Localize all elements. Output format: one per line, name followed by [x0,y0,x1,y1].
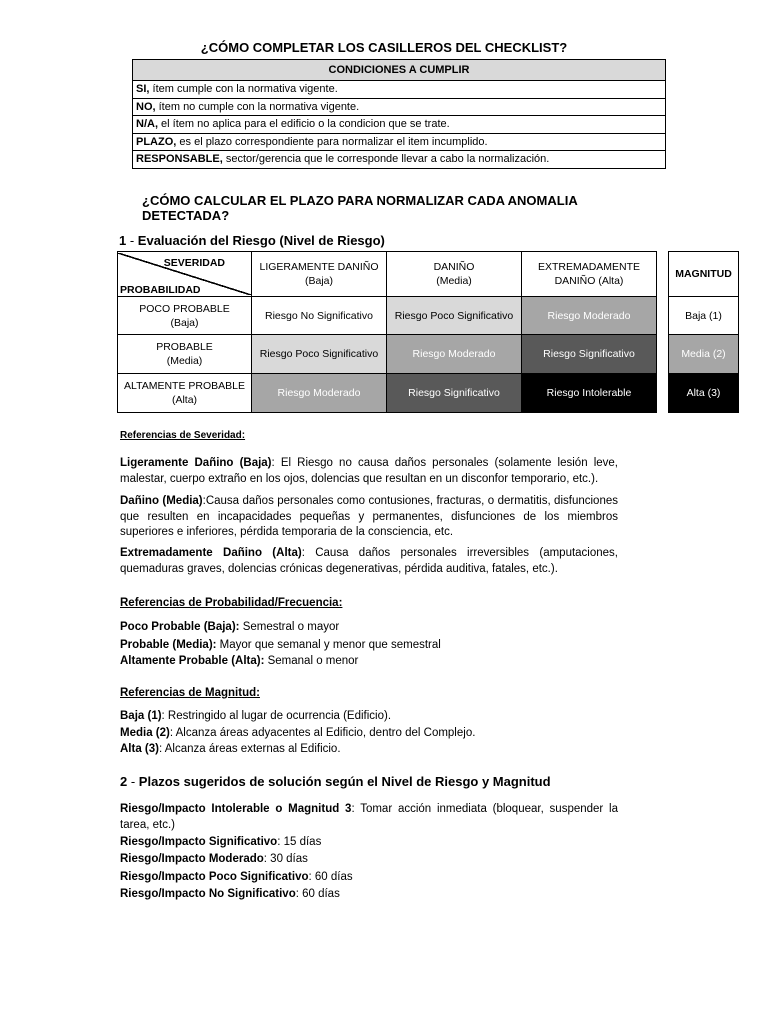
deadline-item [120,851,618,868]
deadline-item [120,869,618,886]
severity-reference [120,494,618,541]
conditions-table [132,59,666,169]
severity-header [522,252,657,297]
table-row [118,297,657,335]
conditions-header: CONDICIONES A CUMPLIR [133,60,666,81]
severity-level: (Baja) [304,275,333,287]
reference-term: Media (2) [120,727,170,739]
severity-header [252,252,387,297]
condition-text: el ítem no aplica para el edificio o la condicion que se trate. [158,118,450,131]
risk-cell: Riesgo Significativo [522,335,657,374]
risk-matrix [117,251,657,413]
reference-text: Semanal o menor [264,655,359,667]
table-row [133,151,666,169]
probability-header [118,335,252,374]
probability-reference [120,653,618,670]
section1-title: Evaluación del Riesgo (Nivel de Riesgo) [137,233,385,248]
probability-references-heading: Referencias de Probabilidad/Frecuencia: [120,597,343,609]
deadline-text: : 60 días [295,888,340,900]
severity-level: (Media) [436,275,472,287]
risk-cell: Riesgo Intolerable [522,374,657,413]
reference-text: : Alcanza áreas adyacentes al Edificio, dentro del Complejo. [169,727,476,739]
probability-label: ALTAMENTE PROBABLE [124,380,245,392]
risk-cell: Riesgo Significativo [387,374,522,413]
reference-term: Alta (3) [120,743,159,755]
section2-heading: 2 - Plazos sugeridos de solución según el Nivel de Riesgo y Magnitud [120,774,551,789]
deadline-text: : Tomar acción inmediata (bloquear, suspender la tarea, etc.) [120,803,618,831]
reference-term: Dañino (Media) [120,495,203,507]
magnitude-header: MAGNITUD [669,252,739,297]
deadline-term: Riesgo/Impacto Moderado [120,853,264,865]
plazo-title: ¿CÓMO CALCULAR EL PLAZO PARA NORMALIZAR CADA ANOMALIA DETECTADA? [142,193,578,223]
risk-cell: Riesgo Moderado [522,297,657,335]
risk-cell: Riesgo Moderado [387,335,522,374]
section2-number: 2 [120,774,128,789]
condition-term: PLAZO, [136,135,177,148]
probability-level: (Baja) [170,316,199,329]
corner-severity: SEVERIDAD [163,257,225,269]
table-row [133,133,666,151]
severity-level: DANIÑO (Alta) [554,275,624,287]
probability-reference [120,619,618,636]
section1-number: 1 [119,233,127,248]
magnitude-reference [120,708,618,725]
table-row [133,116,666,134]
probability-reference [120,637,618,654]
severity-reference [120,546,618,577]
reference-term: Ligeramente Dañino (Baja) [120,457,272,469]
probability-label: POCO PROBABLE [139,302,230,315]
magnitude-reference [120,725,618,742]
reference-term: Probable (Media): [120,639,217,651]
probability-label: PROBABLE [156,341,213,353]
reference-text: Semestral o mayor [239,621,340,633]
magnitude-reference [120,741,618,758]
corner-probability: PROBABILIDAD [120,284,201,296]
reference-text: : Causa daños personales irreversibles (amputaciones, quemaduras graves, dolencias crónicas degenerativas, pérdida auditiva, fatales, etc.). [120,547,618,575]
risk-cell: Riesgo Poco Significativo [252,335,387,374]
risk-cell: Riesgo Poco Significativo [387,297,522,335]
deadline-text: : 15 días [277,836,322,848]
severity-label: EXTREMADAMENTE [537,261,641,273]
deadline-text: : 60 días [308,871,353,883]
probability-header [118,374,252,413]
magnitude-table [668,251,739,413]
condition-text: ítem cumple con la normativa vigente. [149,83,338,96]
condition-term: N/A, [136,118,158,131]
condition-term: SI, [136,83,150,96]
deadline-text: : 30 días [263,853,308,865]
probability-level: (Alta) [171,394,198,406]
condition-text: sector/gerencia que le corresponde llevar a cabo la normalización. [222,153,550,166]
checklist-title: ¿CÓMO COMPLETAR LOS CASILLEROS DEL CHECKLIST? [200,40,568,55]
deadline-term: Riesgo/Impacto Intolerable o Magnitud 3 [120,803,352,815]
reference-text: : El Riesgo no causa daños personales (solamente lesión leve, malestar, cuerpo extraño en los ojos, dolencias que resultan en un disconfor temporario, etc.). [120,457,618,485]
severity-references-heading: Referencias de Severidad: [120,430,246,441]
condition-term: RESPONSABLE, [136,153,223,166]
magnitude-cell: Alta (3) [669,374,739,413]
deadline-item [120,886,618,903]
probability-header [118,297,252,335]
deadline-item [120,802,618,833]
table-row [133,81,666,99]
severity-header [387,252,522,297]
deadline-term: Riesgo/Impacto Significativo [120,836,278,848]
section2-title: Plazos sugeridos de solución según el Nivel de Riesgo y Magnitud [138,774,551,789]
reference-text: :Causa daños personales como contusiones, fracturas, o dermatitis, disfunciones que resulten en incapacidades pequeñas y permanentes, disfunciones de los miembros superiores e inferiores, pérdida temporaria de la consciencia, etc. [120,495,618,538]
risk-cell: Riesgo No Significativo [252,297,387,335]
matrix-corner [118,252,252,297]
magnitude-references-heading: Referencias de Magnitud: [120,687,260,699]
deadline-term: Riesgo/Impacto Poco Significativo [120,871,309,883]
magnitude-cell: Media (2) [669,335,739,374]
severity-reference [120,456,618,487]
table-row [133,98,666,116]
reference-text: : Alcanza áreas externas al Edificio. [158,743,341,755]
table-row [118,335,657,374]
reference-text: Mayor que semanal y menor que semestral [216,639,441,651]
severity-label: LIGERAMENTE DANIÑO [259,261,379,273]
reference-term: Poco Probable (Baja): [120,621,240,633]
table-row [118,374,657,413]
magnitude-cell: Baja (1) [669,297,739,335]
risk-cell: Riesgo Moderado [252,374,387,413]
deadline-term: Riesgo/Impacto No Significativo [120,888,296,900]
deadline-item [120,834,618,851]
condition-text: es el plazo correspondiente para normalizar el item incumplido. [176,135,488,148]
severity-label: DANIÑO [433,261,475,273]
reference-term: Baja (1) [120,710,162,722]
reference-term: Altamente Probable (Alta): [120,655,265,667]
reference-text: : Restringido al lugar de ocurrencia (Edificio). [161,710,392,722]
probability-level: (Media) [166,355,203,367]
condition-text: ítem no cumple con la normativa vigente. [155,100,360,113]
reference-term: Extremadamente Dañino (Alta) [120,547,302,559]
section1-heading: 1 - Evaluación del Riesgo (Nivel de Riesgo) [119,233,385,248]
condition-term: NO, [136,100,156,113]
